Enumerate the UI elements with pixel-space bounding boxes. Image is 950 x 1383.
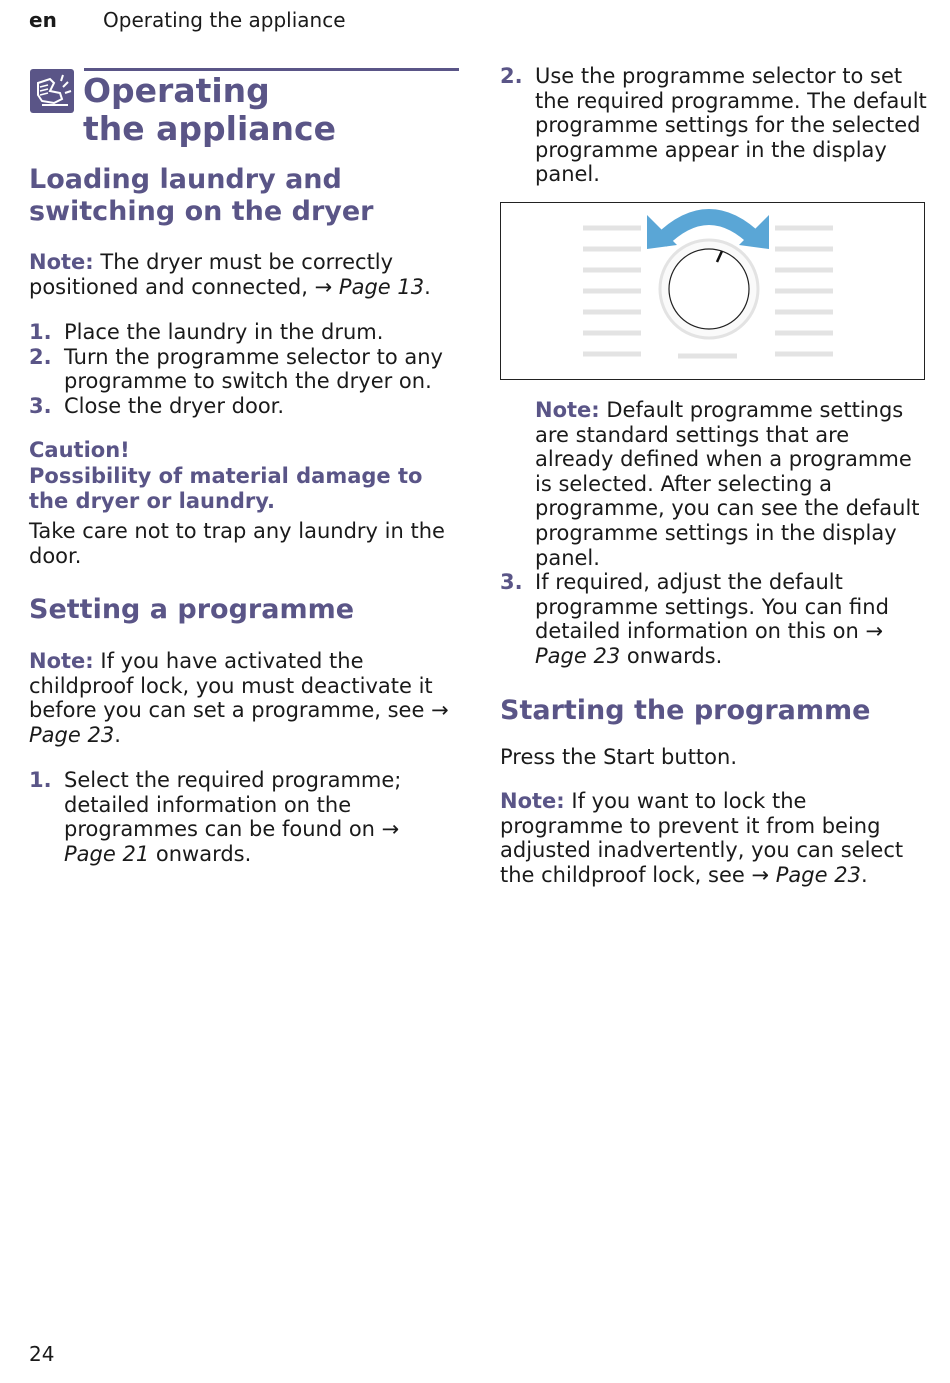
starting-text: Press the Start button. <box>500 745 737 769</box>
loading-steps <box>29 320 469 418</box>
caution-title: Possibility of material damage to the dryer or laundry. <box>29 464 423 513</box>
arrow-right-icon: → <box>431 698 449 723</box>
caution-label: Caution! <box>29 438 130 462</box>
caution-text: Take care not to trap any laundry in the door. <box>29 519 445 568</box>
arrow-right-icon: → <box>865 619 884 644</box>
note-end: . <box>424 274 431 299</box>
step-end: onwards. <box>149 841 252 866</box>
page-reference[interactable]: Page 23 <box>775 862 861 887</box>
page-reference[interactable]: Page 13 <box>338 274 425 299</box>
arrow-right-icon: → <box>751 862 770 887</box>
note-label: Note: <box>535 398 600 422</box>
setting-steps-right-bottom <box>500 570 930 668</box>
list-item <box>29 320 469 345</box>
list-item <box>29 394 469 419</box>
setting-steps-right-top <box>500 64 930 187</box>
step-number: 2. <box>500 64 523 88</box>
note-end: . <box>860 862 868 887</box>
chapter-title <box>83 72 463 148</box>
note-lock <box>500 789 920 887</box>
step-number: 2. <box>29 344 52 369</box>
note-text: If you have activated the childproof lock, you must deactivate it before you can set a programme, see <box>29 649 433 723</box>
section-heading-loading <box>29 164 469 228</box>
list-item <box>29 768 439 866</box>
heading-line: switching on the dryer <box>29 196 374 227</box>
page-number: 24 <box>29 1342 55 1366</box>
step-number: 1. <box>29 768 52 792</box>
programme-selector-graphic <box>501 203 926 381</box>
note-childproof <box>29 649 459 747</box>
step-text: Select the required programme; detailed information on the programmes can be found on <box>64 768 402 842</box>
note-text: Default programme settings are standard settings that are already defined when a programme is selected. After selecting a programme, you can see the default programme settings in the display panel. <box>535 398 920 570</box>
note-label: Note: <box>29 649 94 673</box>
step-text: If required, adjust the default programme settings. You can find detailed information on this on <box>535 570 889 644</box>
note-text: The dryer must be correctly positioned and connected, <box>29 250 394 299</box>
note-label: Note: <box>29 250 94 274</box>
step-number: 1. <box>29 320 52 344</box>
heading-line: Loading laundry and <box>29 164 342 195</box>
page-reference[interactable]: Page 23 <box>535 643 621 668</box>
arrow-right-icon: → <box>381 817 400 842</box>
list-item <box>29 345 469 394</box>
note-default-settings <box>535 398 930 570</box>
step-number: 3. <box>500 570 523 594</box>
step-text: Place the laundry in the drum. <box>64 320 384 344</box>
programme-selector-illustration <box>500 202 925 380</box>
step-text: Close the dryer door. <box>64 393 285 418</box>
header-language: en <box>29 8 57 32</box>
chapter-title-line2: the appliance <box>83 109 336 148</box>
list-item <box>500 570 930 668</box>
page-reference[interactable]: Page 21 <box>64 841 150 866</box>
step-text: Turn the programme selector to any programme to switch the dryer on. <box>64 344 443 394</box>
note-text: If you want to lock the programme to prevent it from being adjusted inadvertently, you can select the childproof lock, see <box>500 789 904 887</box>
section-heading-setting: Setting a programme <box>29 594 355 625</box>
chapter-title-line1: Operating <box>83 71 270 110</box>
note-end: . <box>114 722 121 747</box>
hand-operating-icon <box>30 69 74 113</box>
list-item <box>500 64 930 187</box>
note-positioning <box>29 250 469 299</box>
page-reference[interactable]: Page 23 <box>29 722 115 747</box>
step-number: 3. <box>29 393 52 418</box>
step-text: Use the programme selector to set the required programme. The default programme settings for the selected programme appear in the display panel. <box>535 64 927 187</box>
step-end: onwards. <box>620 643 723 668</box>
note-label: Note: <box>500 789 565 813</box>
arrow-right-icon: → <box>314 274 333 299</box>
header-title: Operating the appliance <box>103 8 346 32</box>
setting-steps-left <box>29 768 439 866</box>
section-heading-starting: Starting the programme <box>500 695 871 726</box>
